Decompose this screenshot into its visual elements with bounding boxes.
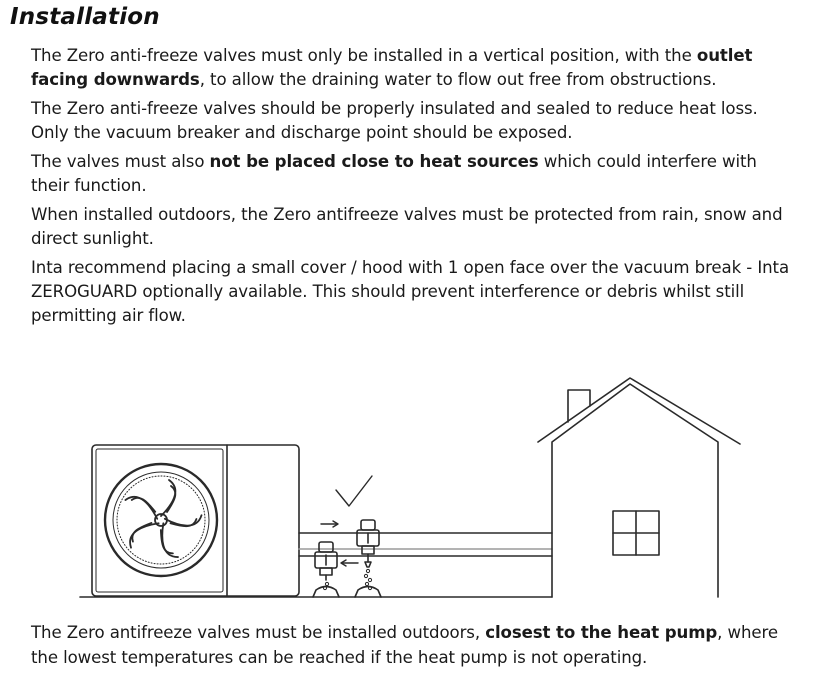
- paragraph-text: The valves must also: [31, 152, 210, 171]
- heat-pump-fan-panel: [96, 449, 223, 592]
- emphasis-text: not be placed close to heat sources: [209, 152, 539, 171]
- section-heading: Installation: [10, 4, 160, 30]
- fan-icon: [105, 464, 217, 576]
- paragraph-outdoor-protection: When installed outdoors, the Zero antifreeze valves must be protected from rain, snow and direct sunlight.: [31, 205, 783, 248]
- paragraph-insulation: The Zero anti-freeze valves should be properly insulated and sealed to reduce heat loss. Only the vacuum breaker and discharge point should be exposed.: [31, 99, 758, 142]
- paragraph-text: , to allow the draining water to flow out free from obstructions.: [199, 70, 717, 89]
- anti-freeze-valve-lower: [315, 542, 337, 580]
- checkmark-icon: [336, 476, 372, 506]
- diagram-caption: [31, 620, 796, 670]
- paragraph-text: The Zero anti-freeze valves must only be installed in a vertical position, with the: [31, 46, 697, 65]
- paragraph-heat-sources: [31, 150, 796, 198]
- house-outline: [538, 378, 740, 597]
- paragraph-cover-recommendation: Inta recommend placing a small cover / hood with 1 open face over the vacuum break - Inta ZEROGUARD optionally available. This should prevent interference or debris whilst still permitting air flow.: [31, 258, 790, 325]
- caption-text: The Zero antifreeze valves must be installed outdoors,: [31, 623, 486, 642]
- anti-freeze-valve-upper: [357, 520, 379, 567]
- instructions-body: [31, 44, 796, 333]
- heat-pump-unit: [92, 445, 299, 596]
- emphasis-text: closest to the heat pump: [485, 623, 718, 642]
- paragraph-text: which could interfere with their function.: [31, 152, 757, 195]
- caption-text: , where the lowest temperatures can be reached if the heat pump is not operating.: [31, 623, 778, 667]
- drain-cup-left: [313, 587, 339, 598]
- installation-diagram: [0, 370, 830, 610]
- paragraph-orientation: [31, 44, 796, 92]
- flow-arrow-right-icon: [321, 521, 338, 527]
- flow-arrow-left-icon: [341, 560, 358, 566]
- emphasis-text: outlet facing downwards: [31, 46, 753, 89]
